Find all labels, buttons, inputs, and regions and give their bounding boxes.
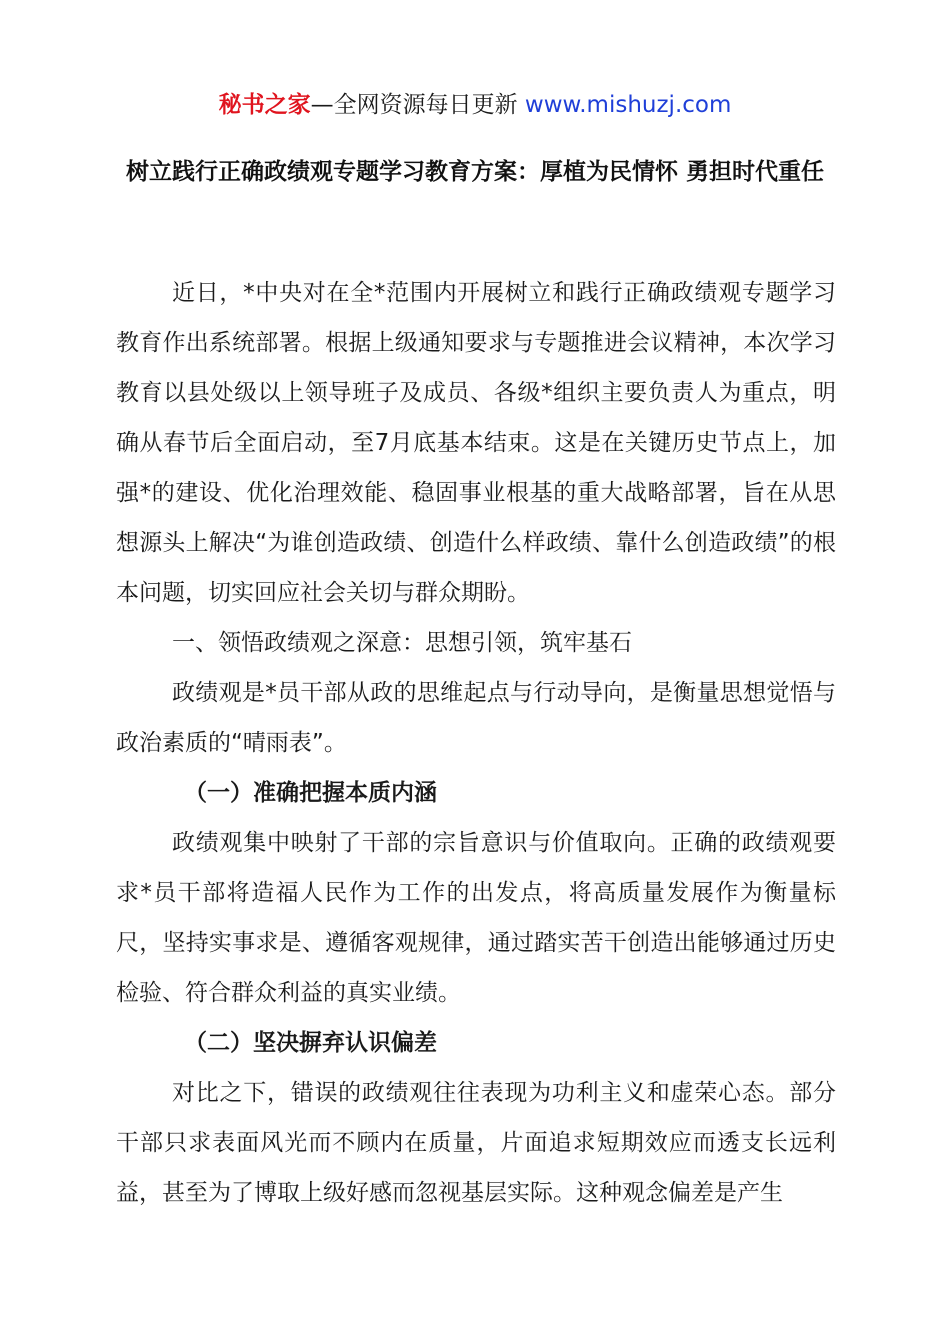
subsection-1-paragraph: 政绩观集中映射了干部的宗旨意识与价值取向。正确的政绩观要求*员干部将造福人民作为工作的出发点，将高质量发展作为衡量标尺，坚持实事求是、遵循客观规律，通过踏实苦干创造出能够通过历史检验、符合群众利益的真实业绩。 [116, 830, 836, 1006]
document-body [116, 268, 836, 1218]
header-tagline: —全网资源每日更新 [310, 92, 525, 118]
section-heading-1: 一、领悟政绩观之深意：思想引领，筑牢基石 [172, 630, 632, 656]
subsection-heading-2: （二）坚决摒弃认识偏差 [184, 1030, 437, 1056]
document-title: 树立践行正确政绩观专题学习教育方案：厚植为民情怀 勇担时代重任 [125, 159, 824, 185]
brand-name: 秘书之家 [218, 92, 311, 118]
subsection-2-paragraph: 对比之下，错误的政绩观往往表现为功利主义和虚荣心态。部分干部只求表面风光而不顾内在质量，片面追求短期效应而透支长远利益，甚至为了博取上级好感而忽视基层实际。这种观念偏差是产生 [116, 1080, 836, 1206]
section-1-paragraph: 政绩观是*员干部从政的思维起点与行动导向，是衡量思想觉悟与政治素质的“晴雨表”。 [116, 680, 836, 756]
site-header-banner [0, 88, 950, 122]
subsection-heading-1: （一）准确把握本质内涵 [184, 780, 437, 806]
intro-paragraph: 近日，*中央对在全*范围内开展树立和践行正确政绩观专题学习教育作出系统部署。根据上级通知要求与专题推进会议精神，本次学习教育以县处级以上领导班子及成员、各级*组织主要负责人为重点，明确从春节后全面启动，至7月底基本结束。这是在关键历史节点上，加强*的建设、优化治理效能、稳固事业根基的重大战略部署，旨在从思想源头上解决“为谁创造政绩、创造什么样政绩、靠什么创造政绩”的根本问题，切实回应社会关切与群众期盼。 [116, 280, 836, 606]
site-url-link[interactable]: www.mishuzj.com [524, 92, 732, 118]
